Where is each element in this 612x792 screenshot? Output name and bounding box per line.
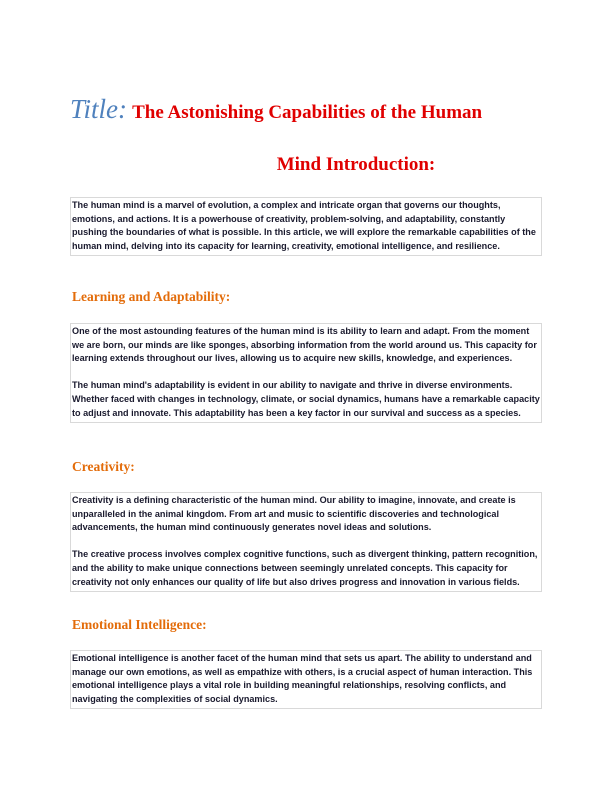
creativity-paragraph-2: The creative process involves complex cognitive functions, such as divergent thinking, pattern recognition, and the ability to make unique connections between seemingly unrelated concepts. This capacity for creativity not only enhances our quality of life but also drives progress and innovation in various fields. <box>72 549 538 587</box>
document-title <box>70 94 542 175</box>
title-text: The Astonishing Capabilities of the Human <box>132 102 483 123</box>
creativity-paragraph-1: Creativity is a defining characteristic of the human mind. Our ability to imagine, innovate, and create is unparalleled in the animal kingdom. From art and music to scientific discoveries and technological advancements, the human mind continuously generates novel ideas and solutions. <box>72 495 516 533</box>
section-heading-learning: Learning and Adaptability: <box>72 289 231 304</box>
learning-textbox <box>70 323 542 423</box>
section-heading-creativity: Creativity: <box>72 459 135 474</box>
title-label: Title: <box>70 94 128 124</box>
intro-textbox <box>70 197 542 256</box>
title-line-1 <box>70 94 542 130</box>
learning-paragraph-2: The human mind's adaptability is evident in our ability to navigate and thrive in diverse environments. Whether faced with changes in technology, climate, or social dynamics, humans have a remarkable capacity to adjust and innovate. This adaptability has been a key factor in our survival and success as a species. <box>72 380 540 418</box>
learning-paragraph-1: One of the most astounding features of the human mind is its ability to learn and adapt. From the moment we are born, our minds are like sponges, absorbing information from the world around us. This capacity for learning extends throughout our lives, allowing us to acquire new skills, knowledge, and experiences. <box>72 326 537 364</box>
creativity-textbox <box>70 492 542 592</box>
section-heading-emotional: Emotional Intelligence: <box>72 617 207 632</box>
emotional-paragraph-1: Emotional intelligence is another facet of the human mind that sets us apart. The ability to understand and manage our own emotions, as well as empathize with others, is a crucial aspect of human interaction. This emotional intelligence plays a vital role in building meaningful relationships, resolving conflicts, and navigating the complexities of social dynamics. <box>72 653 533 704</box>
intro-paragraph: The human mind is a marvel of evolution, a complex and intricate organ that governs our thoughts, emotions, and actions. It is a powerhouse of creativity, problem-solving, and adaptability, constantly pushing the boundaries of what is possible. In this article, we will explore the remarkable capabilities of the human mind, delving into its capacity for learning, creativity, emotional intelligence, and resilience. <box>72 200 536 251</box>
emotional-textbox <box>70 650 542 709</box>
title-line-2: Mind Introduction: <box>276 154 436 175</box>
